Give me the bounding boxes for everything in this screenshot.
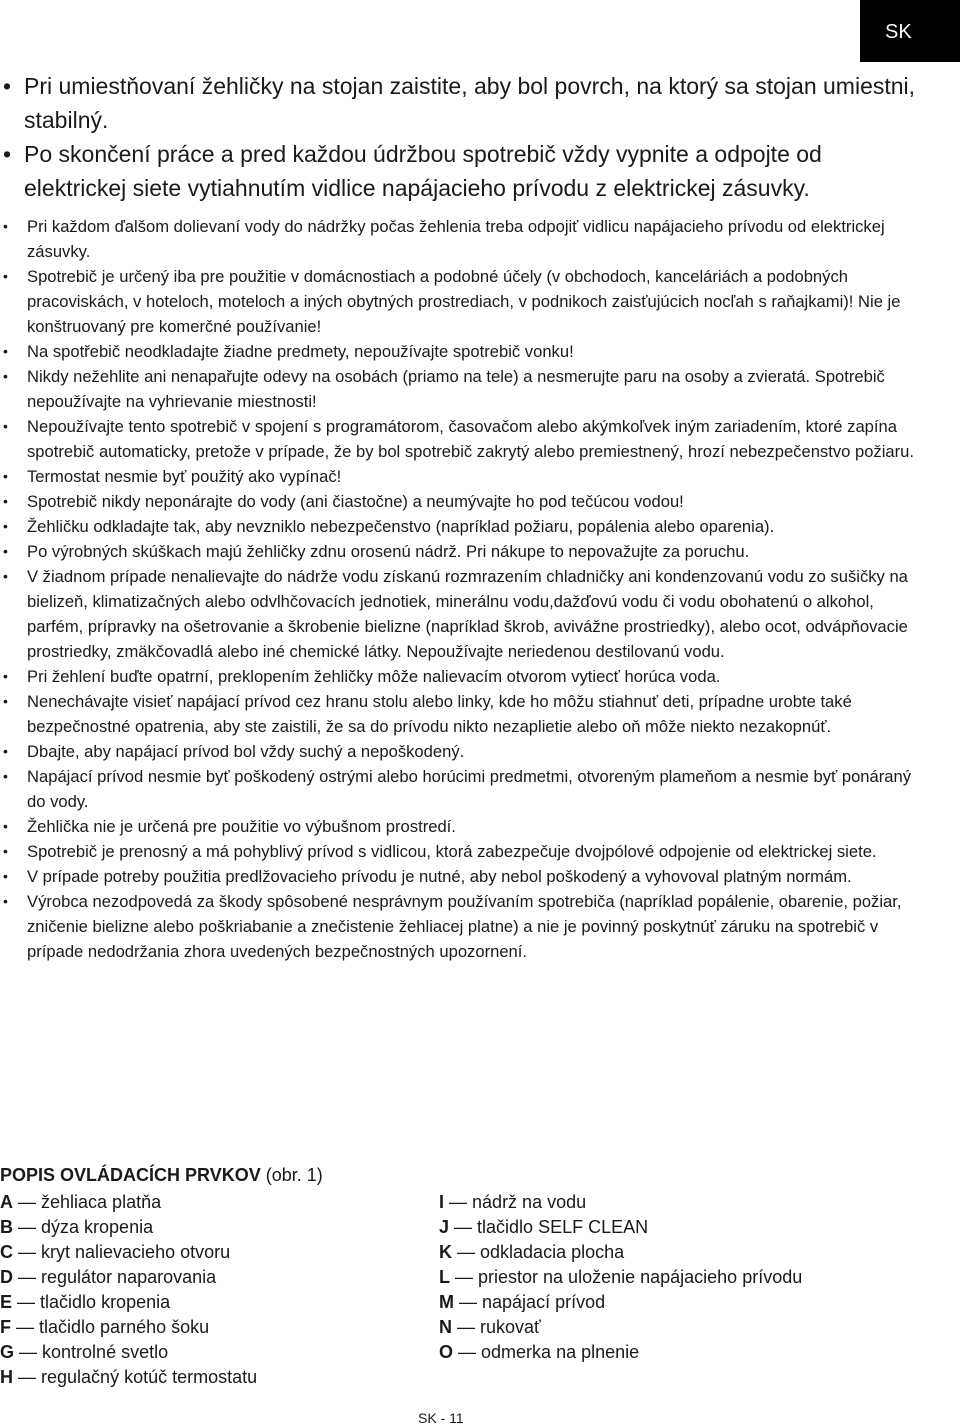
control-label: priestor na uloženie napájacieho prívodu <box>478 1267 803 1287</box>
list-item <box>0 364 920 414</box>
control-label: napájací prívod <box>482 1292 606 1312</box>
list-item-text: Nepoužívajte tento spotrebič v spojení s programátorom, časovačom alebo akýmkoľvek iným zariadením, ktoré zapína spotrebič automaticky, pretože v prípade, že by bol spotrebič zakrytý alebo premiestnený, hrozí nebezpečenstvo požiaru. <box>27 417 915 461</box>
control-key: J <box>439 1217 450 1237</box>
bullet: • <box>3 843 8 859</box>
list-item <box>0 889 920 964</box>
list-item-text: Na spotřebič neodkladajte žiadne predmety, nepoužívajte spotrebič vonku! <box>27 342 574 361</box>
control-item <box>439 1215 802 1240</box>
control-item <box>0 1365 257 1390</box>
control-label: odkladacia plocha <box>480 1242 625 1262</box>
dash: — <box>13 1192 42 1212</box>
list-item-text: Napájací prívod nesmie byť poškodený ostrými alebo horúcimi predmetmi, otvoreným plameňom a nesmie byť ponáraný do vody. <box>27 767 912 811</box>
section-title <box>0 1163 323 1188</box>
control-label: tlačidlo kropenia <box>40 1292 171 1312</box>
list-item <box>0 514 920 539</box>
dash: — <box>444 1192 473 1212</box>
list-item <box>0 764 920 814</box>
control-label: regulačný kotúč termostatu <box>41 1367 258 1387</box>
control-item <box>439 1315 802 1340</box>
dash: — <box>449 1217 478 1237</box>
bullet: • <box>3 73 12 99</box>
list-item <box>0 664 920 689</box>
control-item <box>0 1340 257 1365</box>
list-item-text: Dbajte, aby napájací prívod bol vždy suchý a nepoškodený. <box>27 742 465 761</box>
list-item <box>0 214 920 264</box>
list-item-text: Spotrebič nikdy neponárajte do vody (ani čiastočne) a neumývajte ho pod tečúcou vodou! <box>27 492 684 511</box>
list-item-text: Nenechávajte visieť napájací prívod cez hranu stolu alebo linky, kde ho môžu stiahnuť deti, prípadne urobte také bezpečnostné opatrenia, aby ste zaistili, že sa do prívodu nikto nezaplietie alebo oň môže niekto nezakopnúť. <box>27 692 852 736</box>
control-label: tlačidlo parného šoku <box>39 1317 210 1337</box>
bullet: • <box>3 343 8 359</box>
dash: — <box>13 1242 42 1262</box>
bullet: • <box>3 668 8 684</box>
dash: — <box>454 1292 483 1312</box>
control-label: žehliaca platňa <box>41 1192 162 1212</box>
bullet: • <box>3 818 8 834</box>
control-key: D <box>0 1267 13 1287</box>
control-key: G <box>0 1342 15 1362</box>
dash: — <box>13 1217 42 1237</box>
list-item <box>0 69 920 137</box>
list-item <box>0 739 920 764</box>
section-title-text: POPIS OVLÁDACÍCH PRVKOV <box>0 1165 261 1185</box>
bullet: • <box>3 743 8 759</box>
control-label: odmerka na plnenie <box>481 1342 640 1362</box>
list-item <box>0 464 920 489</box>
control-label: kontrolné svetlo <box>42 1342 169 1362</box>
control-item <box>439 1240 802 1265</box>
controls-list-right <box>439 1190 802 1365</box>
page-number: SK - 11 <box>418 1410 464 1426</box>
control-key: K <box>439 1242 452 1262</box>
control-item <box>0 1240 257 1265</box>
bullet: • <box>3 493 8 509</box>
bullet: • <box>3 543 8 559</box>
bullet: • <box>3 693 8 709</box>
list-item <box>0 339 920 364</box>
bullet: • <box>3 418 8 434</box>
control-label: nádrž na vodu <box>472 1192 587 1212</box>
control-key: E <box>0 1292 13 1312</box>
control-item <box>439 1290 802 1315</box>
dash: — <box>13 1267 42 1287</box>
list-item-text: Výrobca nezodpovedá za škody spôsobené nesprávnym používaním spotrebiča (napríklad popálenie, obarenie, požiar, zničenie bielizne alebo poškriabanie a znečistenie žehliacej platne) a nie je povinný poskytnúť záruku na spotrebič v prípade nedodržania zhora uvedených bezpečnostných upozornení. <box>27 892 902 961</box>
control-label: tlačidlo SELF CLEAN <box>477 1217 649 1237</box>
dash: — <box>450 1267 479 1287</box>
control-item <box>439 1340 802 1365</box>
bullet: • <box>3 368 8 384</box>
control-key: C <box>0 1242 13 1262</box>
control-label: kryt nalievacieho otvoru <box>41 1242 231 1262</box>
control-key: H <box>0 1367 13 1387</box>
control-item <box>0 1190 257 1215</box>
control-key: O <box>439 1342 454 1362</box>
control-key: A <box>0 1192 13 1212</box>
control-item <box>439 1265 802 1290</box>
bullet: • <box>3 468 8 484</box>
bullet: • <box>3 518 8 534</box>
dash: — <box>452 1242 481 1262</box>
control-label: dýza kropenia <box>41 1217 154 1237</box>
list-item-text: Žehlička nie je určená pre použitie vo výbušnom prostredí. <box>27 817 456 836</box>
list-item <box>0 264 920 339</box>
list-item <box>0 137 920 205</box>
language-tab: SK <box>860 0 960 62</box>
control-item <box>0 1290 257 1315</box>
bullet: • <box>3 768 8 784</box>
list-item <box>0 864 920 889</box>
list-item-text: Po skončení práce a pred každou údržbou spotrebič vždy vypnite a odpojte od elektrickej siete vytiahnutím vidlice napájacieho prívodu z elektrickej zásuvky. <box>24 141 822 201</box>
dash: — <box>13 1367 42 1387</box>
control-key: B <box>0 1217 13 1237</box>
list-item-text: Pri umiestňovaní žehličky na stojan zaistite, aby bol povrch, na ktorý sa stojan umiestni, stabilný. <box>24 73 916 133</box>
list-item <box>0 814 920 839</box>
list-item <box>0 564 920 664</box>
list-item-text: Spotrebič je určený iba pre použitie v domácnostiach a podobné účely (v obchodoch, kanceláriách a podobných pracoviskách, v hoteloch, moteloch a iných obytných prostrediach, v podnikoch zaisťujúcich nocľah s raňajkami)! Nie je konštruovaný pre komerčné používanie! <box>27 267 901 336</box>
control-label: regulátor naparovania <box>41 1267 217 1287</box>
list-item <box>0 839 920 864</box>
control-item <box>0 1215 257 1240</box>
list-item-text: V prípade potreby použitia predlžovacieho prívodu je nutné, aby nebol poškodený a vyhovoval platným normám. <box>27 867 852 886</box>
control-key: M <box>439 1292 454 1312</box>
control-key: I <box>439 1192 445 1212</box>
bullet: • <box>3 218 8 234</box>
control-key: N <box>439 1317 452 1337</box>
control-item <box>439 1190 802 1215</box>
control-item <box>0 1315 257 1340</box>
control-label: rukovať <box>480 1317 541 1337</box>
dash: — <box>453 1342 482 1362</box>
dash: — <box>14 1342 43 1362</box>
dash: — <box>11 1317 40 1337</box>
control-item <box>0 1265 257 1290</box>
bullet: • <box>3 568 8 584</box>
list-item-text: Pri žehlení buďte opatrní, preklopením žehličky môže nalievacím otvorom vytiecť horúca voda. <box>27 667 721 686</box>
bullet: • <box>3 268 8 284</box>
list-item-text: Po výrobných skúškach majú žehličky zdnu orosenú nádrž. Pri nákupe to nepovažujte za poruchu. <box>27 542 750 561</box>
list-item-text: V žiadnom prípade nenalievajte do nádrže vodu získanú rozmrazením chladničky ani kondenzovanú vodu zo sušičky na bielizeň, klimatizačných alebo odvlhčovacích jednotiek, minerálnu vodu,dažďovú vodu či vodu obohatenú o alkohol, parfém, prípravky na ošetrovanie a škrobenie bielizne (napríklad škrob, avivážne prostriedky), alebo ocot, odvápňovacie prostriedky, zmäkčovadlá alebo iné chemické látky. Nepoužívajte neriedenou destilovanú vodu. <box>27 567 908 661</box>
control-key: L <box>439 1267 450 1287</box>
control-key: F <box>0 1317 11 1337</box>
warning-list-large <box>0 69 920 205</box>
list-item <box>0 414 920 464</box>
controls-list-left <box>0 1190 257 1390</box>
list-item-text: Spotrebič je prenosný a má pohyblivý prívod s vidlicou, ktorá zabezpečuje dvojpólové odpojenie od elektrickej siete. <box>27 842 877 861</box>
figure-reference: (obr. 1) <box>265 1165 323 1185</box>
bullet: • <box>3 868 8 884</box>
dash: — <box>452 1317 481 1337</box>
bullet: • <box>3 893 8 909</box>
list-item <box>0 489 920 514</box>
warning-list <box>0 214 920 964</box>
list-item <box>0 539 920 564</box>
list-item-text: Termostat nesmie byť použitý ako vypínač! <box>27 467 342 486</box>
list-item-text: Nikdy nežehlite ani nenapařujte odevy na osobách (priamo na tele) a nesmerujte paru na osoby a zvieratá. Spotrebič nepoužívajte na vyhrievanie miestnosti! <box>27 367 885 411</box>
dash: — <box>12 1292 41 1312</box>
list-item <box>0 689 920 739</box>
bullet: • <box>3 141 12 167</box>
list-item-text: Žehličku odkladajte tak, aby nevzniklo nebezpečenstvo (napríklad požiaru, popálenia alebo oparenia). <box>27 517 775 536</box>
list-item-text: Pri každom ďalšom dolievaní vody do nádržky počas žehlenia treba odpojiť vidlicu napájacieho prívodu od elektrickej zásuvky. <box>27 217 885 261</box>
